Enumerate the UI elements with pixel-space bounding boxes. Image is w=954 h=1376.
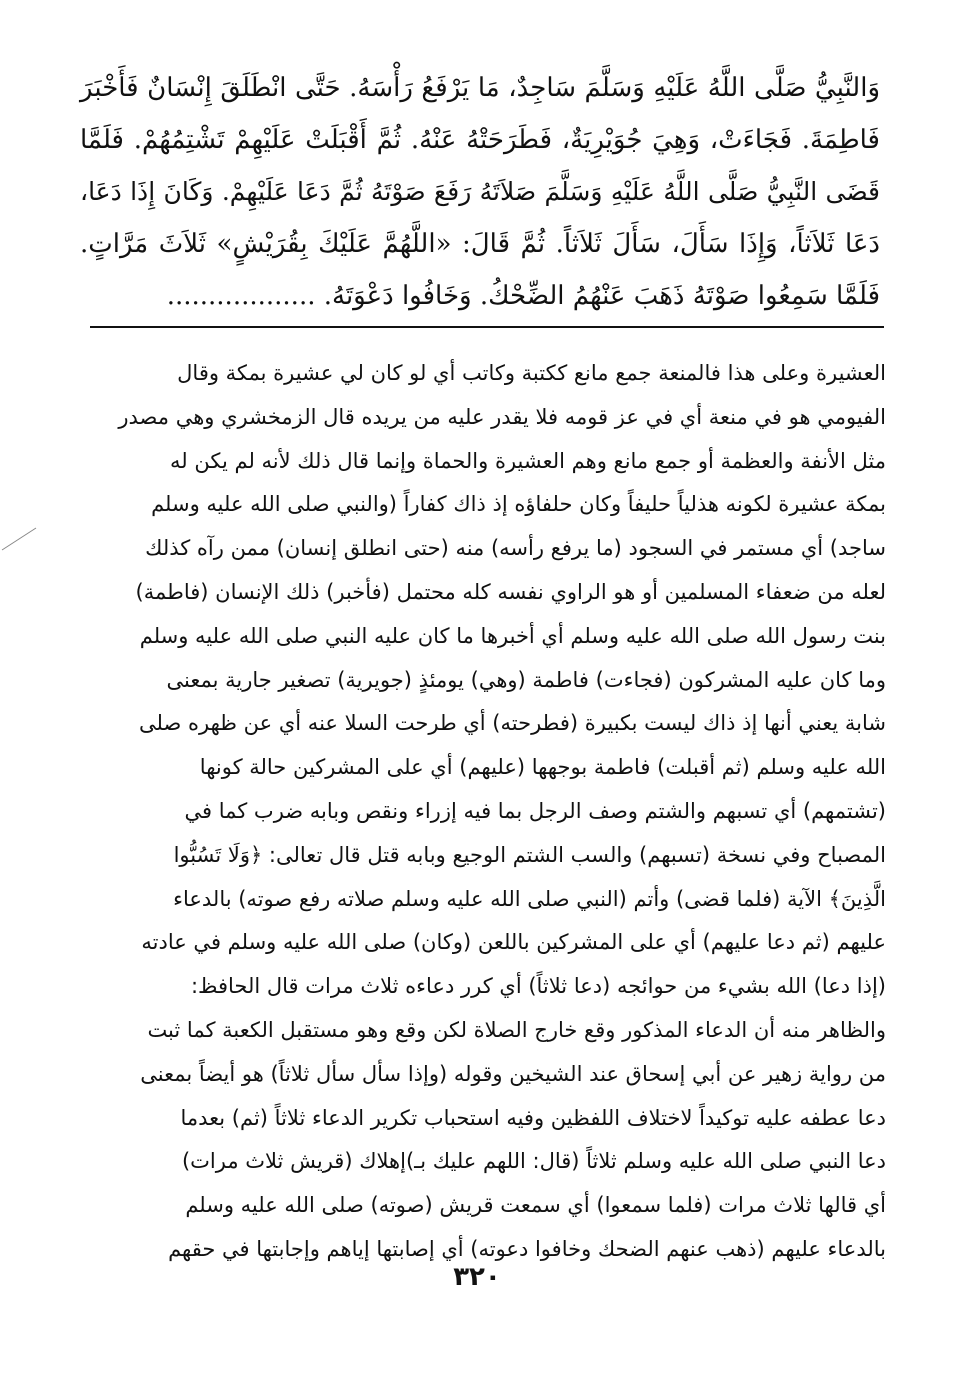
commentary-line: الله عليه وسلم (ثم أقبلت) فاطمة بوجهها (عليهم) أي على المشركين حالة كونها <box>199 755 886 780</box>
hadith-line: دَعَا ثَلاَثاً، وَإِذَا سَأَلَ، سَأَلَ ثَلاَثاً. ثُمَّ قَالَ: «اللَّهُمَّ عَلَيْكَ بِقُرَيْشٍ» ثَلاَثَ مَرَّاتٍ. <box>80 229 880 259</box>
page-number: ٣٢٠ <box>453 1262 501 1292</box>
commentary-line: بنت رسول الله صلى الله عليه وسلم أي أخبرها ما كان عليه النبي صلى الله عليه وسلم <box>139 623 886 648</box>
hadith-line: وَالنَّبِيُّ صَلَّى اللَّهُ عَلَيْهِ وَسَلَّمَ سَاجِدٌ، مَا يَرْفَعُ رَأْسَهُ. حَتَّى انْطَلَقَ إِنْسَانٌ فَأَخْبَرَ <box>80 73 880 103</box>
commentary-line: مثل الأنفة والعظمة أو جمع مانع وهم العشيرة والحماة وإنما قال ذلك لأنه لم يكن له <box>170 448 886 473</box>
commentary-line: لعله من ضعفاء المسلمين أو هو الراوي نفسه كله محتمل (فأخبر) ذلك الإنسان (فاطمة) <box>135 579 886 604</box>
commentary-text-block <box>88 352 886 1272</box>
commentary-line: الَّذِينَ﴾ الآية (فلما قضى) وأتم (النبي صلى الله عليه وسلم صلاته رفع صوته) بالدعاء <box>173 886 886 911</box>
commentary-line: (إذا دعا) الله بشيء من حوائجه (دعا ثلاثاً) أي كرر دعاءه ثلاث مرات قال الحافظ: <box>190 974 886 999</box>
hadith-continuation-dots: .................. <box>166 281 316 311</box>
commentary-line: (تشتمهم) أي تسبهم والشتم وصف الرجل بما فيه إزراء ونقص وبابه ضرب كما في <box>184 798 886 823</box>
commentary-line: بمكة عشيرة لكونه هذلياً حليفاً وكان حلفاؤه إذ ذاك كفاراً (والنبي صلى الله عليه وسلم <box>151 492 886 517</box>
commentary-line: وما كان عليه المشركون (فجاءت) فاطمة (وهي) يومئذٍ (جويرية) تصغير جارية بمعنى <box>166 667 886 692</box>
footnote-divider <box>90 326 884 328</box>
commentary-line: والظاهر منه أن الدعاء المذكور وقع خارج الصلاة لكن وقع وهو مستقبل الكعبة كما ثبت <box>147 1017 886 1042</box>
commentary-line: من رواية زهير عن أبي إسحاق عند الشيخين وقوله (وإذا سأل سأل ثلاثاً) هو أيضاً بمعنى <box>140 1061 886 1086</box>
commentary-line: المصباح وفي نسخة (تسبهم) والسب الشتم الوجيع وبابه قتل قال تعالى: ﴿وَلَا تَسُبُّوا <box>173 842 886 867</box>
hadith-line-text: فَلَمَّا سَمِعُوا صَوْتَهُ ذَهَبَ عَنْهُمُ الضِّحْكُ. وَخَافُوا دَعْوَتَهُ. <box>323 281 880 311</box>
commentary-line: بالدعاء عليهم (ذهب عنهم الضحك وخافوا دعوته) أي إصابتها إياهم وإجابتها في حقهم <box>168 1236 886 1261</box>
commentary-line: دعا عطفه عليه توكيداً لاختلاف اللفظين وفيه استحباب تكرير الدعاء ثلاثاً (ثم) بعدما <box>180 1105 886 1130</box>
commentary-line: الفيومي هو في منعة أي في عز قومه فلا يقدر عليه من يريده قال الزمخشري وهي مصدر <box>118 404 886 429</box>
commentary-line: أي قالها ثلاث مرات (فلما سمعوا) أي سمعت قريش (صوته) صلى الله عليه وسلم <box>185 1193 886 1218</box>
hadith-line-last <box>80 270 880 322</box>
commentary-line: عليهم (ثم دعا عليهم) أي على المشركين باللعن (وكان) صلى الله عليه وسلم في عادته <box>141 930 886 955</box>
commentary-line: ساجد) أي مستمر في السجود (ما يرفع رأسه) منه (حتى انطلق إنسان) ممن رآه كذلك <box>145 536 886 561</box>
hadith-line: فَاطِمَةَ. فَجَاءَتْ، وَهِيَ جُوَيْرِيَةٌ، فَطَرَحَتْهُ عَنْهُ. ثُمَّ أَقْبَلَتْ عَلَيْهِمْ تَشْتِمُهُمْ. فَلَمَّا <box>80 125 880 155</box>
margin-pen-mark <box>0 522 40 552</box>
hadith-text-block <box>80 62 880 322</box>
hadith-line: قَضَى النَّبِيُّ صَلَّى اللَّهُ عَلَيْهِ وَسَلَّمَ صَلاَتَهُ رَفَعَ صَوْتَهُ ثُمَّ دَعَا عَلَيْهِمْ. وَكَانَ إِذَا دَعَا، <box>80 177 880 206</box>
commentary-line: دعا النبي صلى الله عليه وسلم ثلاثاً (قال: اللهم عليك بـ)إهلاك (قريش ثلاث مرات) <box>181 1149 886 1174</box>
commentary-line: العشيرة وعلى هذا فالمنعة جمع مانع ككتبة وكاتب أي لو كان لي عشيرة بمكة وقال <box>177 361 886 385</box>
commentary-line: شابة يعني أنها إذ ذاك ليست بكبيرة (فطرحته) أي طرحت السلا عنه أي عن ظهره صلى <box>139 711 886 736</box>
